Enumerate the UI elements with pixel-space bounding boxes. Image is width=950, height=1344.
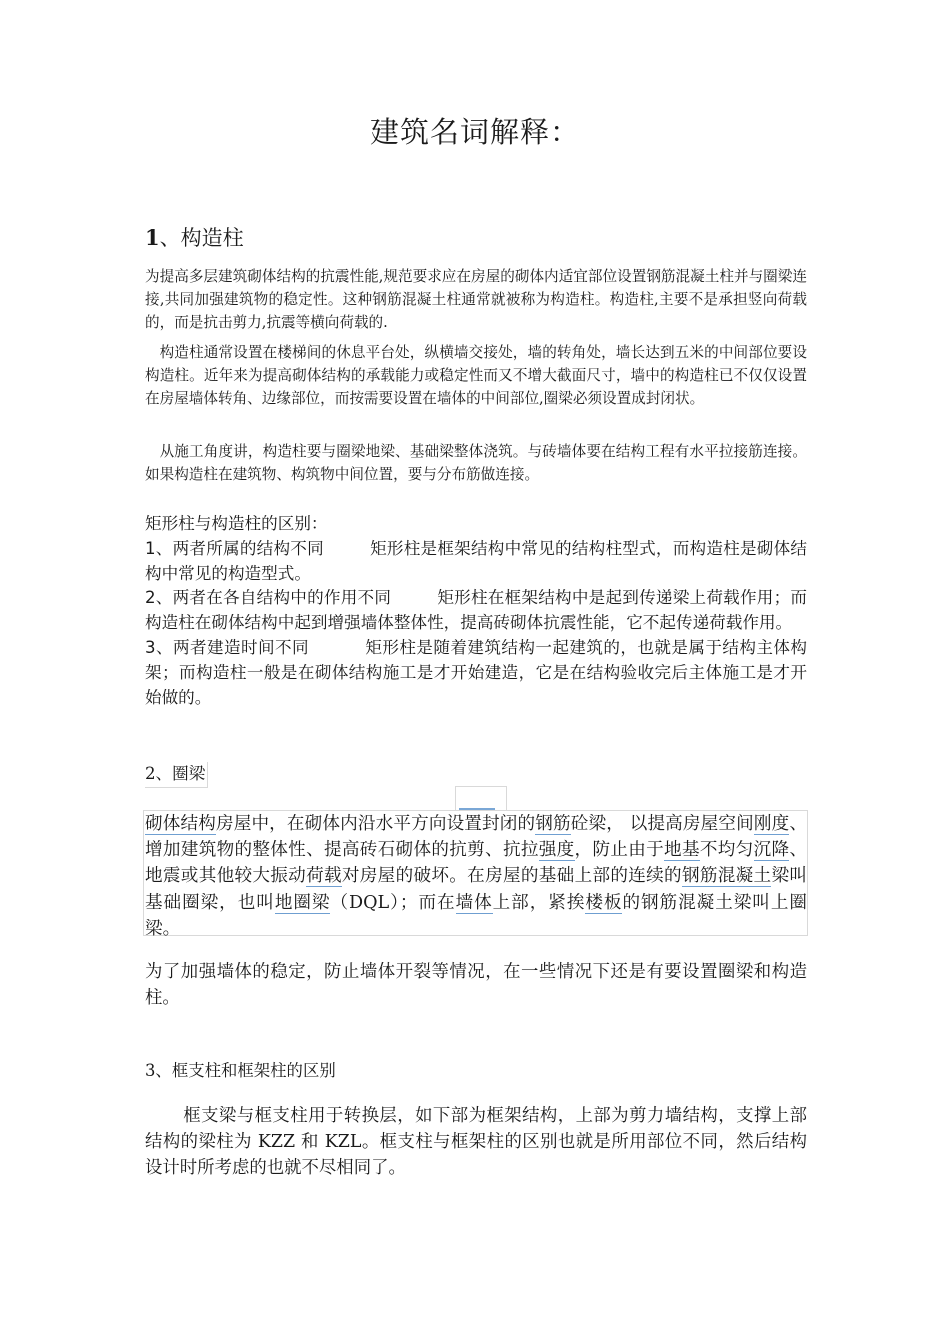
text-run: 对房屋的破坏。在房屋的基础上部的连续的 <box>341 866 682 887</box>
text-run: ，防止由于 <box>574 840 665 861</box>
section-3-heading: 3、框支柱和框架柱的区别 <box>145 1061 336 1080</box>
difference-item-label: 3、两者建造时间不同 <box>145 637 309 657</box>
linked-term[interactable]: 楼板 <box>585 892 623 913</box>
difference-item-3 <box>145 636 807 710</box>
section-2-heading: 2、圈梁 <box>145 762 208 788</box>
linked-term[interactable]: 钢筋 <box>535 814 571 834</box>
text-run: 不均匀 <box>699 840 754 861</box>
text-run: 、增加建筑物的整体性、提高砖石砌体的抗剪、抗拉 <box>145 814 807 861</box>
linked-term[interactable]: 刚度 <box>753 814 790 834</box>
difference-item-text: 矩形柱是随着建筑结构一起建筑的，也就是属于结构主体构架；而构造柱一般是在砌体结构施工是才开始建造，它是在结构验收完后主体施工是才开始做的。 <box>145 637 808 707</box>
section-1-separator: 、 <box>159 226 181 250</box>
difference-item-2 <box>145 586 807 636</box>
section-1-paragraph-3: 从施工角度讲，构造柱要与圈梁地梁、基础梁整体浇筑。与砖墙体要在结构工程有水平拉接筋连接。如果构造柱在建筑物、构筑物中间位置，要与分布筋做连接。 <box>145 443 807 483</box>
section-1-title: 构造柱 <box>180 226 244 250</box>
difference-item-text: 矩形柱是框架结构中常见的结构柱型式，而构造柱是砌体结构中常见的构造型式。 <box>145 538 808 583</box>
text-run: 房屋中，在砌体内沿水平方向设置封闭的 <box>215 814 536 834</box>
section-2-paragraph-2: 为了加强墙体的稳定，防止墙体开裂等情况，在一些情况下还是有要设置圈梁和构造柱。 <box>145 962 807 1008</box>
document-title: 建筑名词解释： <box>369 115 580 149</box>
difference-title: 矩形柱与构造柱的区别： <box>145 514 328 533</box>
text-run: 的钢筋混凝土梁叫上圈梁。 <box>145 892 807 939</box>
section-1-paragraph-1: 为提高多层建筑砌体结构的抗震性能,规范要求应在房屋的砌体内适宜部位设置钢筋混凝土柱并与圈梁连接,共同加强建筑物的稳定性。这种钢筋混凝土柱通常就被称为构造柱。构造柱,主要不是承担竖向荷载的，而是抗击剪力,抗震等横向荷载的. <box>145 268 807 331</box>
text-run: 砼梁， 以提高房屋空间 <box>570 814 754 834</box>
difference-item-label: 2、两者在各自结构中的作用不同 <box>145 588 392 608</box>
linked-term[interactable]: 沉降 <box>753 840 790 861</box>
difference-list <box>145 512 807 710</box>
linked-term[interactable]: 钢筋混凝土 <box>681 866 772 887</box>
difference-item-label: 1、两者所属的结构不同 <box>145 538 324 558</box>
linked-term[interactable]: 砌体结构 <box>145 814 216 834</box>
difference-item-text: 矩形柱在框架结构中是起到传递梁上荷载作用；而构造柱在砌体结构中起到增强墙体整体性，提高砖砌体抗震性能，它不起传递荷载作用。 <box>145 588 807 633</box>
linked-term[interactable]: 地基 <box>664 840 700 861</box>
linked-term[interactable]: 荷载 <box>306 866 342 887</box>
linked-term[interactable]: 墙体 <box>455 892 493 913</box>
linked-term[interactable]: 强度 <box>538 840 575 861</box>
text-run: （DQL）；而在 <box>330 892 456 913</box>
section-1-paragraph-2: 构造柱通常设置在楼梯间的休息平台处，纵横墙交接处，墙的转角处，墙长达到五米的中间部位要设构造柱。近年来为提高砌体结构的承载能力或稳定性而又不增大截面尺寸，墙中的构造柱已不仅仅设置在房屋墙体转角、边缘部位，而按需要设置在墙体的中间部位,圈梁必须设置成封闭状。 <box>145 344 807 407</box>
text-run: 上部，紧挨 <box>492 892 586 913</box>
text-run: 、地震或其他较大振动 <box>145 840 807 887</box>
difference-item-1 <box>145 537 807 587</box>
section-1-number: 1 <box>145 225 160 250</box>
linked-term[interactable]: 地圈梁 <box>274 892 331 913</box>
section-2-paragraph-1 <box>145 811 807 942</box>
section-1-heading <box>145 222 244 252</box>
text-run: 梁叫基础圈梁，也叫 <box>145 866 807 913</box>
section-3-paragraph-1: 框支梁与框支柱用于转换层，如下部为框架结构，上部为剪力墙结构，支撑上部结构的梁柱为 KZZ 和 KZL。框支柱与框架柱的区别也就是所用部位不同，然后结构设计时所考虑的也就不尽相同了。 <box>145 1106 807 1178</box>
